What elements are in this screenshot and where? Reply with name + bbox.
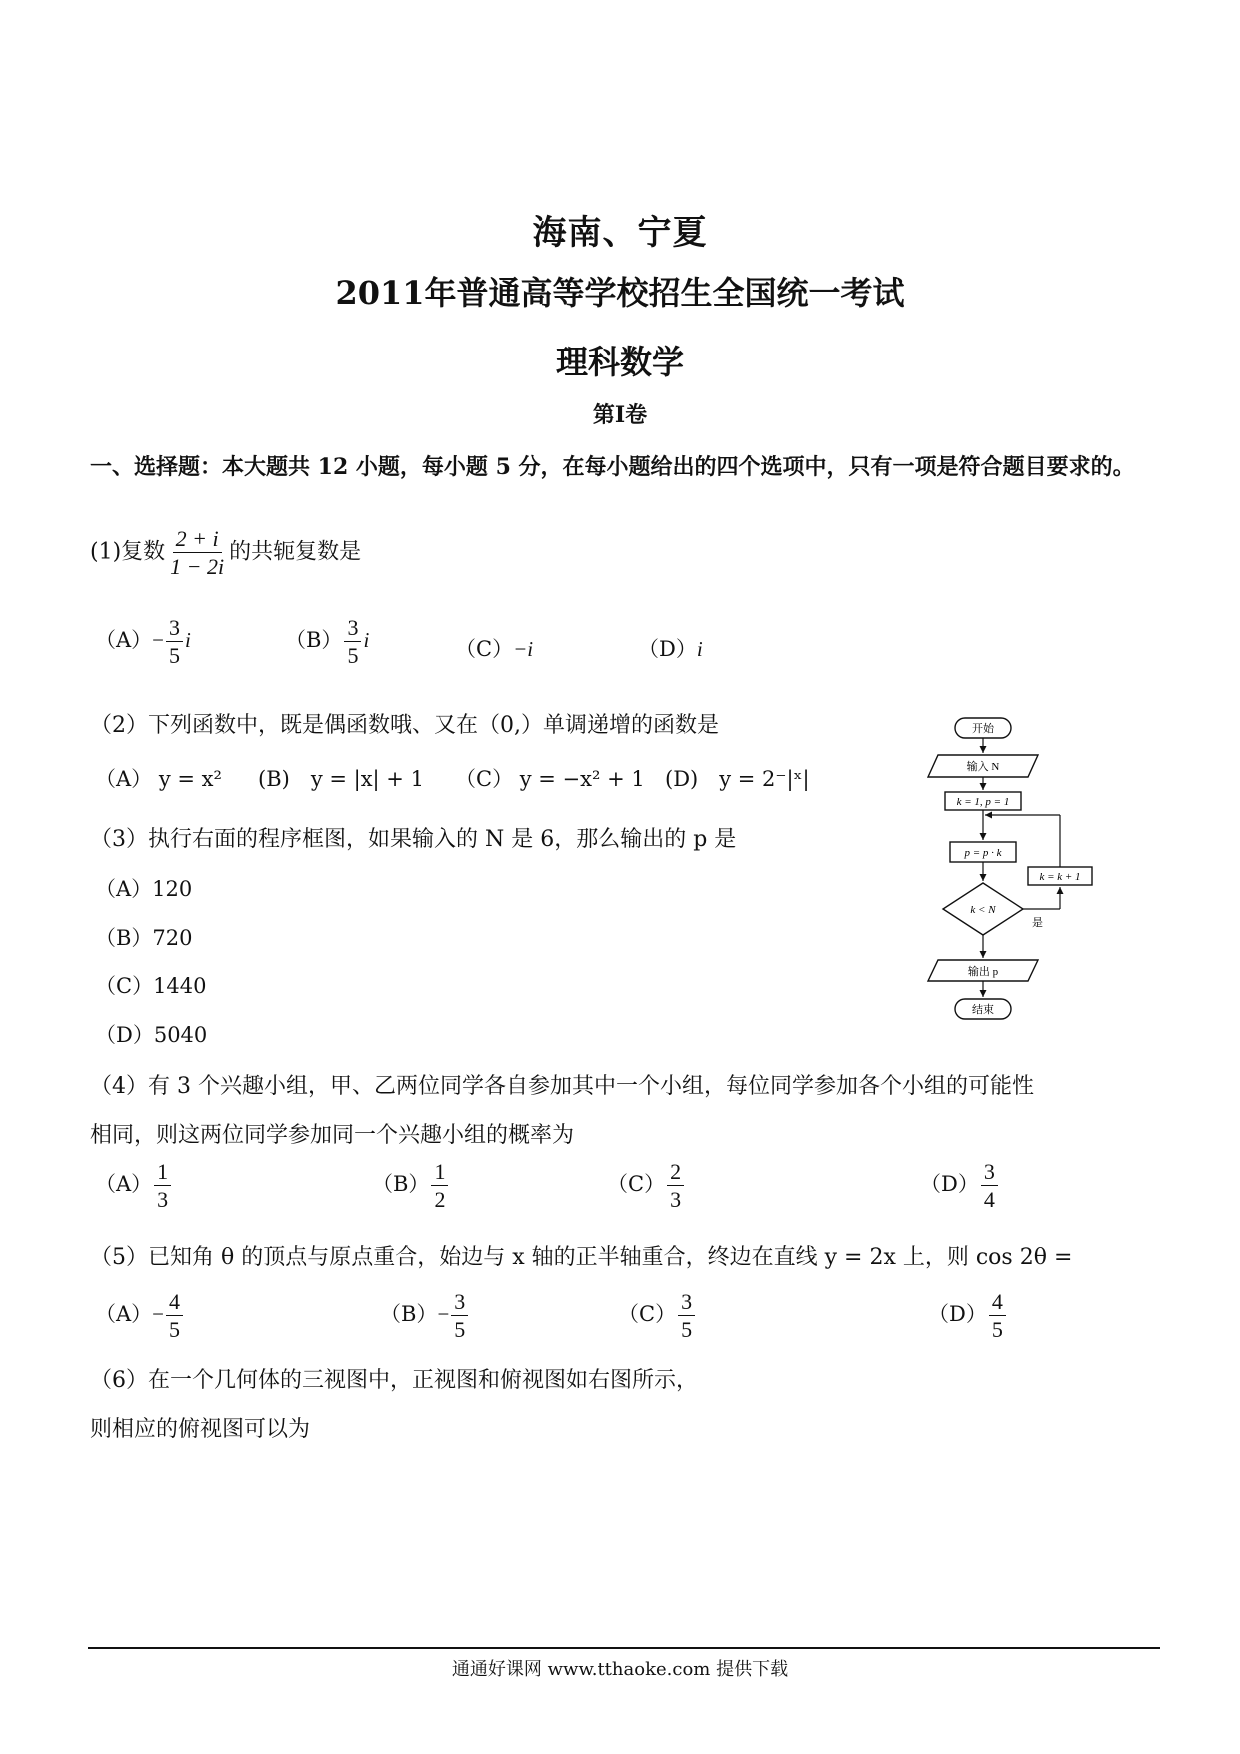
section-heading: 一、选择题：本大题共 12 小题，每小题 5 分，在每小题给出的四个选项中，只有一项是符合题目要求的。 (90, 454, 1135, 480)
option-label: （D） (928, 1302, 987, 1327)
footer-divider (88, 1647, 1160, 1649)
flowchart-incr-label: k = k + 1 (1039, 871, 1081, 883)
q1-a-fraction (166, 616, 183, 667)
denominator: 3 (670, 1187, 682, 1213)
q1-b-fraction (344, 616, 361, 667)
numerator: 3 (166, 616, 183, 642)
flowchart (910, 715, 1110, 1030)
flowchart-start-label: 开始 (972, 723, 994, 735)
option-sign: − (152, 1302, 165, 1327)
question-2: （2）下列函数中，既是偶函数哦、又在（0,）单调递增的函数是 (90, 713, 719, 738)
q4-a-fraction (154, 1160, 171, 1211)
denominator: 5 (169, 643, 181, 669)
option-label: （A） (95, 1302, 153, 1327)
flowchart-mult-label: p = p · k (964, 847, 1002, 859)
question-6-line-2: 则相应的俯视图可以为 (90, 1417, 311, 1442)
denominator: 5 (454, 1317, 466, 1343)
q5-option-d (928, 1290, 1008, 1341)
option-sign: − (152, 628, 165, 653)
flowchart-init-label: k = 1, p = 1 (956, 796, 1010, 808)
q5-a-fraction (166, 1290, 183, 1341)
numerator: 1 (431, 1160, 448, 1186)
flowchart-output-label: 输出 p (967, 966, 999, 978)
flowchart-end-label: 结束 (972, 1004, 994, 1016)
exam-volume: 第Ⅰ卷 (592, 402, 648, 428)
option-label: （B） (372, 1172, 430, 1197)
q4-c-fraction (667, 1160, 684, 1211)
option-label: （C） (455, 637, 514, 661)
exam-title: 2011年普通高等学校招生全国统一考试 (335, 274, 905, 312)
q3-option-a: （A）120 (95, 877, 193, 901)
footer-text: 通通好课网 www.tthaoke.com 提供下载 (451, 1659, 789, 1680)
denominator: 5 (169, 1317, 181, 1343)
numerator: 3 (344, 616, 361, 642)
q2-option-a: （A） y = x² (95, 767, 222, 791)
exam-subject: 理科数学 (555, 343, 684, 381)
question-1 (90, 527, 361, 578)
denominator: 5 (347, 643, 359, 669)
q1-suffix: 的共轭复数是 (229, 539, 362, 565)
option-label: （A） (95, 628, 153, 653)
q1-option-a (95, 616, 191, 667)
numerator: 4 (989, 1290, 1006, 1316)
question-5: （5）已知角 θ 的顶点与原点重合，始边与 x 轴的正半轴重合，终边在直线 y = 2x 上，则 cos 2θ = (90, 1245, 1073, 1270)
numerator: 3 (451, 1290, 468, 1316)
option-sign: − (437, 1302, 450, 1327)
q2-option-d: (D) y = 2⁻|ˣ| (665, 767, 810, 791)
question-3: （3）执行右面的程序框图，如果输入的 N 是 6，那么输出的 p 是 (90, 827, 737, 852)
option-text: −i (513, 637, 534, 661)
denominator: 5 (991, 1317, 1003, 1343)
denominator: 3 (157, 1187, 169, 1213)
option-var: i (185, 628, 191, 653)
q2-option-c: （C） y = −x² + 1 (455, 767, 645, 791)
q5-option-c (618, 1290, 697, 1341)
numerator: 3 (981, 1160, 998, 1186)
denominator: 5 (681, 1317, 693, 1343)
numerator: 3 (678, 1290, 695, 1316)
flowchart-input-label: 输入 N (966, 761, 1000, 773)
q4-option-c (607, 1160, 686, 1211)
q1-option-d (638, 633, 703, 663)
q5-d-fraction (989, 1290, 1006, 1341)
q5-c-fraction (678, 1290, 695, 1341)
q4-d-fraction (981, 1160, 998, 1211)
option-label: （C） (607, 1172, 666, 1197)
q5-option-b (380, 1290, 470, 1341)
q1-numerator: 2 + i (173, 527, 222, 553)
numerator: 1 (154, 1160, 171, 1186)
option-label: （D） (920, 1172, 979, 1197)
q5-option-a (95, 1290, 185, 1341)
question-6-line-1: （6）在一个几何体的三视图中，正视图和俯视图如右图所示， (90, 1368, 698, 1393)
q1-option-c (455, 633, 533, 663)
option-label: （C） (618, 1302, 677, 1327)
denominator: 2 (434, 1187, 446, 1213)
q4-option-b (372, 1160, 450, 1211)
q3-option-b: （B）720 (95, 926, 193, 950)
q1-fraction (167, 527, 227, 578)
flowchart-yes-label: 是 (1032, 917, 1043, 929)
q1-prefix: (1)复数 (90, 539, 166, 565)
q1-denominator: 1 − 2i (170, 554, 225, 580)
numerator: 4 (166, 1290, 183, 1316)
question-4-line-2: 相同，则这两位同学参加同一个兴趣小组的概率为 (90, 1123, 575, 1148)
option-label: （A） (95, 1172, 153, 1197)
q4-option-d (920, 1160, 1000, 1211)
option-label: （B） (380, 1302, 438, 1327)
denominator: 4 (983, 1187, 995, 1213)
exam-region: 海南、宁夏 (532, 213, 708, 253)
question-4-line-1: （4）有 3 个兴趣小组，甲、乙两位同学各自参加其中一个小组，每位同学参加各个小组的可能性 (90, 1074, 1034, 1099)
option-label: （D） (638, 637, 697, 661)
option-text: i (696, 637, 703, 661)
option-label: （B） (285, 628, 343, 653)
numerator: 2 (667, 1160, 684, 1186)
q1-option-b (285, 616, 369, 667)
q2-option-b: (B) y = |x| + 1 (258, 767, 424, 791)
q3-option-d: （D）5040 (95, 1023, 208, 1047)
q5-b-fraction (451, 1290, 468, 1341)
flowchart-cond-label: k < N (970, 904, 996, 916)
q3-option-c: （C）1440 (95, 974, 207, 998)
q4-b-fraction (431, 1160, 448, 1211)
q4-option-a (95, 1160, 173, 1211)
option-var: i (363, 628, 370, 653)
